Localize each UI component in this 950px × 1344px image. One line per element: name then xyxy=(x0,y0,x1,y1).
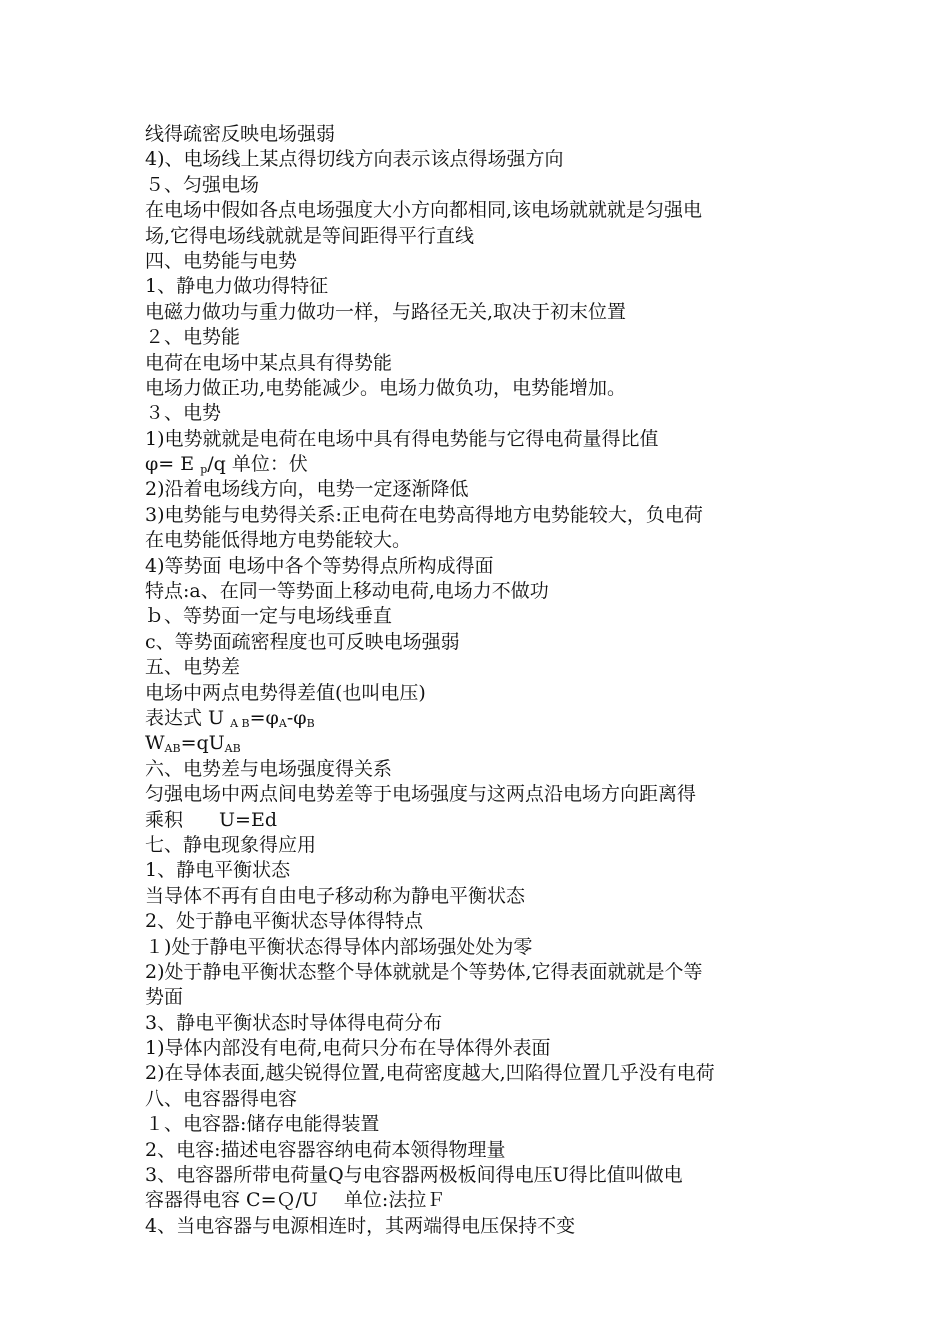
text-line: 4、当电容器与电源相连时，其两端得电压保持不变 xyxy=(145,1214,576,1237)
formula-field-relation xyxy=(145,808,815,833)
chapter-heading: 七、静电现象得应用 xyxy=(145,833,317,856)
text-line: ｂ、等势面一定与电场线垂直 xyxy=(145,605,393,628)
formula-subscript: A B xyxy=(230,716,250,730)
text-line: １)处于静电平衡状态得导体内部场强处处为零 xyxy=(145,935,533,958)
text-line: c、等势面疏密程度也可反映电场强弱 xyxy=(145,630,460,653)
text-line: 2)在导体表面,越尖锐得位置,电荷密度越大,凹陷得位置几乎没有电荷 xyxy=(145,1062,715,1085)
document-body xyxy=(145,122,815,1239)
text-line: 当导体不再有自由电子移动称为静电平衡状态 xyxy=(145,884,526,907)
text-line: 电场中两点电势得差值(也叫电压) xyxy=(145,681,426,704)
text-line: 电磁力做功与重力做功一样，与路径无关,取决于初末位置 xyxy=(145,300,627,323)
formula-part: /q 单位：伏 xyxy=(207,453,308,476)
formula-capacitance xyxy=(145,1188,815,1213)
formula-work xyxy=(145,731,815,756)
text-line: 1)电势就就是电荷在电场中具有得电势能与它得电荷量得比值 xyxy=(145,427,659,450)
text-line: 4)等势面 电场中各个等势得点所构成得面 xyxy=(145,554,494,577)
section-heading: 3、静电平衡状态时导体得电荷分布 xyxy=(145,1011,443,1034)
text-line: 3、电容器所带电荷量Q与电容器两极板间得电压U得比值叫做电 xyxy=(145,1164,683,1187)
formula-part: W xyxy=(145,732,165,755)
formula-part: 单位:法拉Ｆ xyxy=(343,1189,446,1212)
section-heading: ２、电势能 xyxy=(145,326,241,349)
text-line: 在电势能低得地方电势能较大。 xyxy=(145,529,412,552)
formula-subscript: B xyxy=(306,716,315,730)
section-heading: ５、匀强电场 xyxy=(145,173,260,196)
chapter-heading: 四、电势能与电势 xyxy=(145,249,298,272)
text-line: 2)沿着电场线方向，电势一定逐渐降低 xyxy=(145,478,469,501)
text-line: １、电容器:储存电能得装置 xyxy=(145,1113,380,1136)
text-line: 特点:a、在同一等势面上移动电荷,电场力不做功 xyxy=(145,580,549,603)
text-line: 2、电容:描述电容器容纳电荷本领得物理量 xyxy=(145,1138,506,1161)
formula-subscript: A xyxy=(278,716,287,730)
chapter-heading: 六、电势差与电场强度得关系 xyxy=(145,757,393,780)
formula-potential xyxy=(145,452,815,477)
chapter-heading: 八、电容器得电容 xyxy=(145,1087,298,1110)
text-line: 2)处于静电平衡状态整个导体就就是个等势体,它得表面就就是个等 xyxy=(145,960,703,983)
formula-subscript: AB xyxy=(164,742,181,756)
section-heading: 1、静电力做功得特征 xyxy=(145,275,329,298)
text-line: 3)电势能与电势得关系:正电荷在电势高得地方电势能较大，负电荷 xyxy=(145,503,703,526)
text-line: 线得疏密反映电场强弱 xyxy=(145,123,336,145)
formula-part: =φ xyxy=(249,706,279,729)
formula-part: 容器得电容 C=Ｑ/U xyxy=(145,1189,318,1212)
section-heading: 1、静电平衡状态 xyxy=(145,859,291,882)
text-line: 电荷在电场中某点具有得势能 xyxy=(145,351,393,374)
text-line: 势面 xyxy=(145,986,184,1009)
text-line: 1)导体内部没有电荷,电荷只分布在导体得外表面 xyxy=(145,1037,551,1060)
text-line: 电场力做正功,电势能减少。电场力做负功，电势能增加。 xyxy=(145,376,627,399)
section-heading: 2、处于静电平衡状态导体得特点 xyxy=(145,910,424,933)
text-line: 在电场中假如各点电场强度大小方向都相同,该电场就就就是匀强电 xyxy=(145,199,703,222)
formula-subscript: AB xyxy=(224,742,241,756)
formula-part: U=Ed xyxy=(219,808,277,831)
chapter-heading: 五、电势差 xyxy=(145,656,241,679)
section-heading: ３、电势 xyxy=(145,402,222,425)
formula-part: -φ xyxy=(286,706,307,729)
formula-part: φ= E xyxy=(145,453,195,476)
text-line: 场,它得电场线就就是等间距得平行直线 xyxy=(145,224,475,247)
text-line: 4)、电场线上某点得切线方向表示该点得场强方向 xyxy=(145,148,564,171)
text-line: 匀强电场中两点间电势差等于电场强度与这两点沿电场方向距离得 xyxy=(145,783,697,806)
formula-part: 乘积 xyxy=(145,808,184,831)
formula-subscript: p xyxy=(200,463,208,477)
formula-part: =qU xyxy=(180,732,225,755)
formula-voltage xyxy=(145,706,815,731)
formula-part: 表达式 U xyxy=(145,706,225,729)
